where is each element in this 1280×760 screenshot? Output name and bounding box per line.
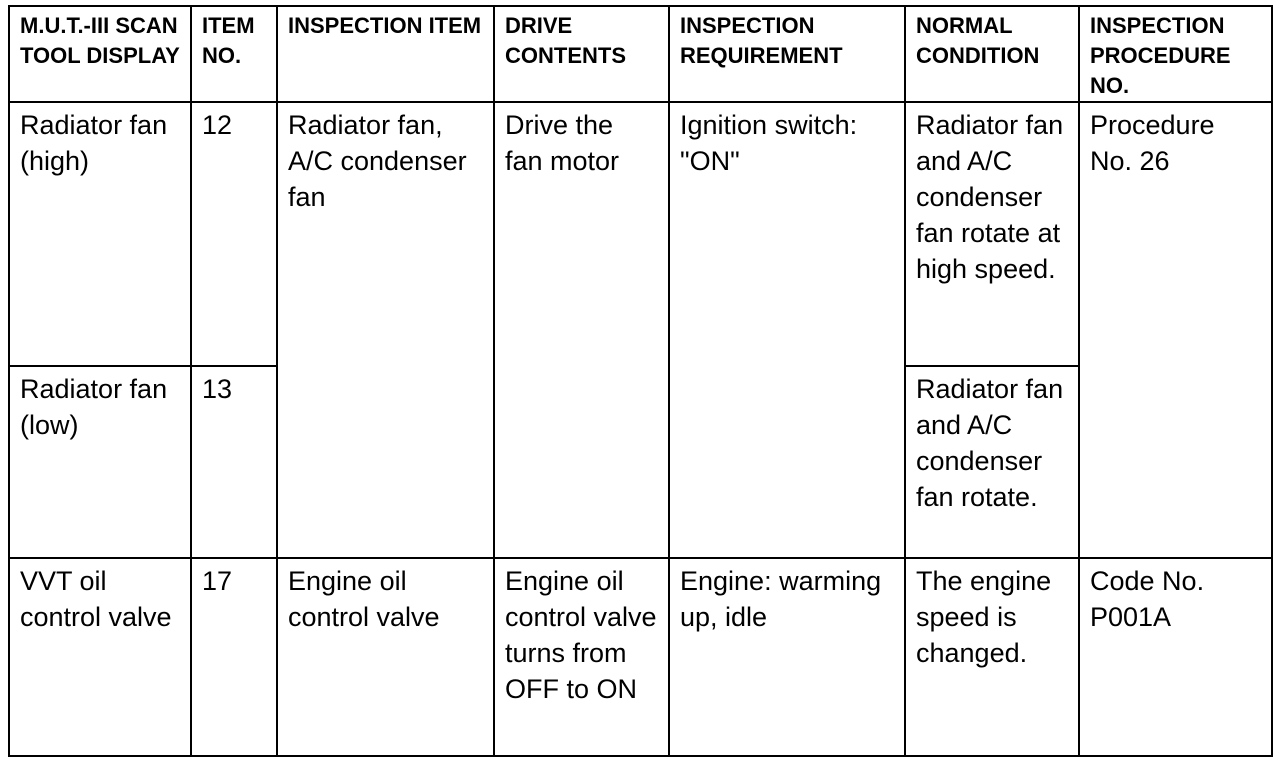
header-inspection-requirement: INSPECTION REQUIREMENT: [669, 6, 905, 102]
cell-normal-condition: The engine speed is changed.: [905, 558, 1079, 756]
cell-inspection-requirement: Engine: warming up, idle: [669, 558, 905, 756]
cell-scan-tool-display: VVT oil control valve: [9, 558, 191, 756]
table-row: [9, 102, 1272, 366]
cell-scan-tool-display: Radiator fan (high): [9, 102, 191, 366]
cell-inspection-procedure-no: Procedure No. 26: [1079, 102, 1272, 558]
cell-item-no: 13: [191, 366, 277, 558]
header-normal-condition: NORMAL CONDITION: [905, 6, 1079, 102]
header-scan-tool-display: M.U.T.-III SCAN TOOL DISPLAY: [9, 6, 191, 102]
table-row: [9, 558, 1272, 756]
cell-inspection-requirement: Ignition switch: "ON": [669, 102, 905, 558]
cell-inspection-procedure-no: Code No. P001A: [1079, 558, 1272, 756]
cell-drive-contents: Engine oil control valve turns from OFF to ON: [494, 558, 669, 756]
cell-drive-contents: Drive the fan motor: [494, 102, 669, 558]
cell-normal-condition: Radiator fan and A/C condenser fan rotate at high speed.: [905, 102, 1079, 366]
header-inspection-procedure-no: INSPECTION PROCEDURE NO.: [1079, 6, 1272, 102]
header-inspection-item: INSPECTION ITEM: [277, 6, 494, 102]
actuator-test-table: [8, 5, 1273, 757]
cell-normal-condition: Radiator fan and A/C condenser fan rotate.: [905, 366, 1079, 558]
cell-item-no: 17: [191, 558, 277, 756]
header-drive-contents: DRIVE CONTENTS: [494, 6, 669, 102]
header-row: [9, 6, 1272, 102]
cell-scan-tool-display: Radiator fan (low): [9, 366, 191, 558]
cell-item-no: 12: [191, 102, 277, 366]
cell-inspection-item: Radiator fan, A/C condenser fan: [277, 102, 494, 558]
cell-inspection-item: Engine oil control valve: [277, 558, 494, 756]
header-item-no: ITEM NO.: [191, 6, 277, 102]
